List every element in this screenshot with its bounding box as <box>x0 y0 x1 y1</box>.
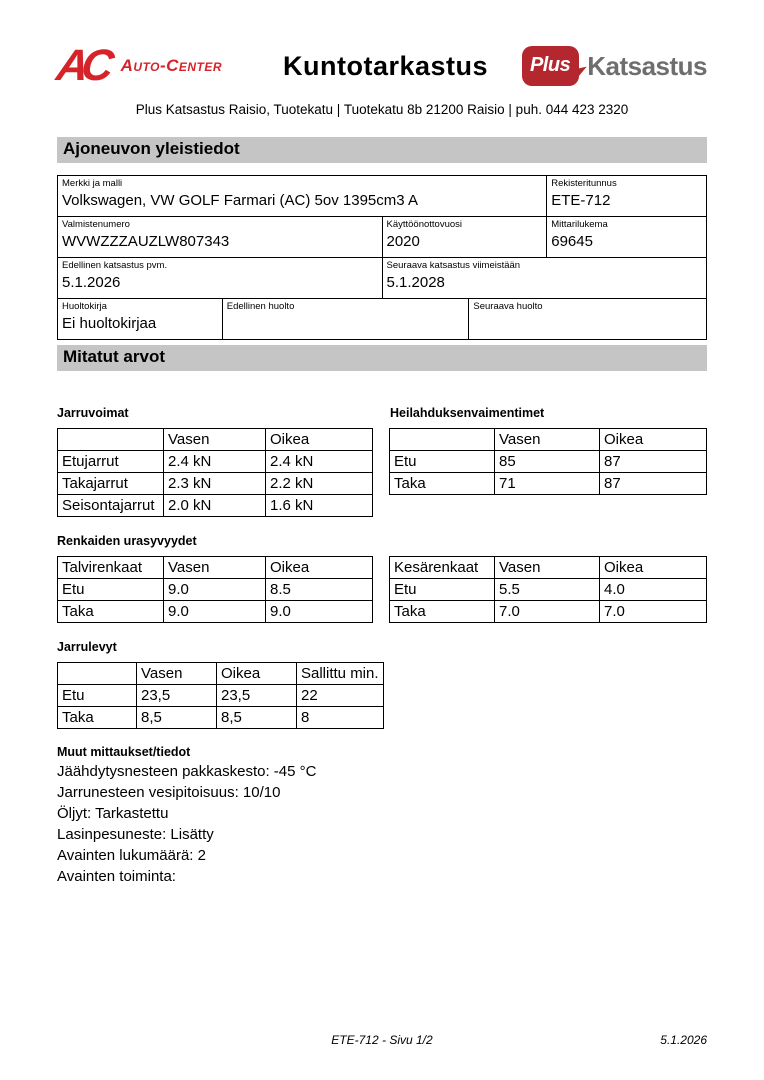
value-cell: 8,5 <box>137 707 217 729</box>
row-label-cell: Etu <box>390 451 495 473</box>
table-row <box>58 601 373 623</box>
field-label: Käyttöönottovuosi <box>386 219 463 230</box>
field-value: Ei huoltokirjaa <box>62 315 157 332</box>
field-label: Valmistenumero <box>62 219 130 230</box>
header-cell: Oikea <box>266 429 373 451</box>
table-row <box>58 176 707 217</box>
value-cell: 23,5 <box>137 685 217 707</box>
table-header-row <box>390 557 707 579</box>
other-measurements-label: Muut mittaukset/tiedot <box>57 745 191 759</box>
field-value: 2020 <box>386 233 420 250</box>
value-cell: 9.0 <box>164 601 266 623</box>
field-merkki-ja-malli <box>58 176 547 217</box>
field-label: Mittarilukema <box>551 219 608 230</box>
value-cell: 87 <box>600 473 707 495</box>
auto-center-logo <box>53 41 252 90</box>
header-cell <box>390 429 495 451</box>
field-rekisteritunnus <box>547 176 707 217</box>
value-cell: 2.0 kN <box>164 495 266 517</box>
header-cell: Vasen <box>164 557 266 579</box>
table-header-row <box>58 429 373 451</box>
tyres-row <box>57 556 707 623</box>
table-row <box>58 685 384 707</box>
value-cell: 2.2 kN <box>266 473 373 495</box>
field-edellinen-katsastus <box>58 258 383 299</box>
table-row <box>390 473 707 495</box>
table-row <box>390 601 707 623</box>
value-cell: 2.4 kN <box>164 451 266 473</box>
list-item: Avainten lukumäärä: 2 <box>57 847 206 864</box>
field-label: Seuraava huolto <box>473 301 543 312</box>
list-item: Jarrunesteen vesipitoisuus: 10/10 <box>57 784 281 801</box>
field-label: Merkki ja malli <box>62 178 123 189</box>
header-cell: Oikea <box>600 429 707 451</box>
table-header-row <box>58 663 384 685</box>
table-row <box>58 451 373 473</box>
vehicle-info-table <box>57 175 707 340</box>
footer-date: 5.1.2026 <box>660 1033 707 1047</box>
jarruvoimat-label: Jarruvoimat <box>57 406 129 420</box>
field-value: 5.1.2028 <box>386 274 445 291</box>
value-cell: 9.0 <box>164 579 266 601</box>
field-value: ETE-712 <box>551 192 611 209</box>
row-label-cell: Taka <box>58 707 137 729</box>
value-cell: 8,5 <box>217 707 297 729</box>
table-row <box>58 299 707 340</box>
row-label-cell: Takajarrut <box>58 473 164 495</box>
field-edellinen-huolto <box>223 299 470 340</box>
table-header-row <box>58 557 373 579</box>
value-cell: 87 <box>600 451 707 473</box>
brakes-dampers-row <box>57 428 707 517</box>
jarrulevyt-label: Jarrulevyt <box>57 640 117 654</box>
header-cell <box>58 663 137 685</box>
field-label: Edellinen katsastus pvm. <box>62 260 168 271</box>
table-row <box>58 579 373 601</box>
list-item: Öljyt: Tarkastettu <box>57 805 169 822</box>
list-item: Lasinpesuneste: Lisätty <box>57 826 214 843</box>
header-cell: Oikea <box>266 557 373 579</box>
table-row <box>58 258 707 299</box>
field-seuraava-katsastus <box>383 258 708 299</box>
talvirenkaat-table <box>57 556 373 623</box>
auto-center-logo-icon: AC <box>53 41 111 90</box>
value-cell: 2.4 kN <box>266 451 373 473</box>
row-label-cell: Seisontajarrut <box>58 495 164 517</box>
table-row <box>58 495 373 517</box>
plus-katsastus-logo <box>519 46 707 86</box>
header-cell: Vasen <box>164 429 266 451</box>
field-label: Seuraava katsastus viimeistään <box>386 260 521 271</box>
field-label: Huoltokirja <box>62 301 107 312</box>
value-cell: 71 <box>495 473 600 495</box>
footer-page-number: ETE-712 - Sivu 1/2 <box>331 1033 433 1047</box>
value-cell: 22 <box>297 685 384 707</box>
value-cell: 5.5 <box>495 579 600 601</box>
field-kayttoonottovuosi <box>383 217 548 258</box>
row-label-cell: Etu <box>390 579 495 601</box>
field-value: 69645 <box>551 233 593 250</box>
header-cell: Vasen <box>495 557 600 579</box>
table-row <box>390 579 707 601</box>
value-cell: 7.0 <box>495 601 600 623</box>
value-cell: 4.0 <box>600 579 707 601</box>
plus-badge-icon: Plus <box>522 46 579 86</box>
row-label-cell: Taka <box>58 601 164 623</box>
auto-center-logo-text: Auto-Center <box>120 56 223 75</box>
field-value: WVWZZZAUZLW807343 <box>62 233 230 250</box>
header <box>53 0 707 96</box>
value-cell: 8.5 <box>266 579 373 601</box>
field-huoltokirja <box>58 299 223 340</box>
station-address: Plus Katsastus Raisio, Tuotekatu | Tuotekatu 8b 21200 Raisio | puh. 044 423 2320 <box>135 102 629 117</box>
value-cell: 85 <box>495 451 600 473</box>
header-cell: Vasen <box>495 429 600 451</box>
field-mittarilukema <box>547 217 707 258</box>
field-label: Rekisteritunnus <box>551 178 617 189</box>
field-value: Volkswagen, VW GOLF Farmari (AC) 5ov 1395cm3 A <box>62 192 418 209</box>
header-cell: Vasen <box>137 663 217 685</box>
row-label-cell: Taka <box>390 473 495 495</box>
value-cell: 7.0 <box>600 601 707 623</box>
plus-katsastus-logo-text: Katsastus <box>587 50 707 81</box>
table-row <box>58 217 707 258</box>
section-header-measured: Mitatut arvot <box>57 345 707 371</box>
field-value: 5.1.2026 <box>62 274 121 291</box>
field-valmistenumero <box>58 217 383 258</box>
value-cell: 9.0 <box>266 601 373 623</box>
kesarenkaat-table <box>389 556 707 623</box>
page-title: Kuntotarkastus <box>282 50 489 81</box>
vaimentimet-table <box>389 428 707 495</box>
field-label: Edellinen huolto <box>226 301 295 312</box>
jarruvoimat-table <box>57 428 373 517</box>
vaimentimet-label: Heilahduksenvaimentimet <box>390 406 545 420</box>
header-cell: Oikea <box>600 557 707 579</box>
renkaat-label: Renkaiden urasyvyydet <box>57 534 197 548</box>
value-cell: 1.6 kN <box>266 495 373 517</box>
row-label-cell: Etu <box>58 685 137 707</box>
table-row <box>58 473 373 495</box>
list-item: Jäähdytysnesteen pakkaskesto: -45 °C <box>57 763 317 780</box>
section-header-general: Ajoneuvon yleistiedot <box>57 137 707 163</box>
field-seuraava-huolto <box>469 299 707 340</box>
row-label-cell: Etu <box>58 579 164 601</box>
value-cell: 23,5 <box>217 685 297 707</box>
footer <box>0 1033 764 1051</box>
header-cell: Kesärenkaat <box>390 557 495 579</box>
list-item: Avainten toiminta: <box>57 868 176 885</box>
table-header-row <box>390 429 707 451</box>
measure-labels-row <box>57 406 707 420</box>
value-cell: 2.3 kN <box>164 473 266 495</box>
header-cell <box>58 429 164 451</box>
other-measurements-list <box>57 761 707 887</box>
value-cell: 8 <box>297 707 384 729</box>
header-cell: Sallittu min. <box>297 663 384 685</box>
header-cell: Oikea <box>217 663 297 685</box>
jarrulevyt-table <box>57 662 384 729</box>
row-label-cell: Taka <box>390 601 495 623</box>
table-row <box>58 707 384 729</box>
row-label-cell: Etujarrut <box>58 451 164 473</box>
table-row <box>390 451 707 473</box>
header-cell: Talvirenkaat <box>58 557 164 579</box>
